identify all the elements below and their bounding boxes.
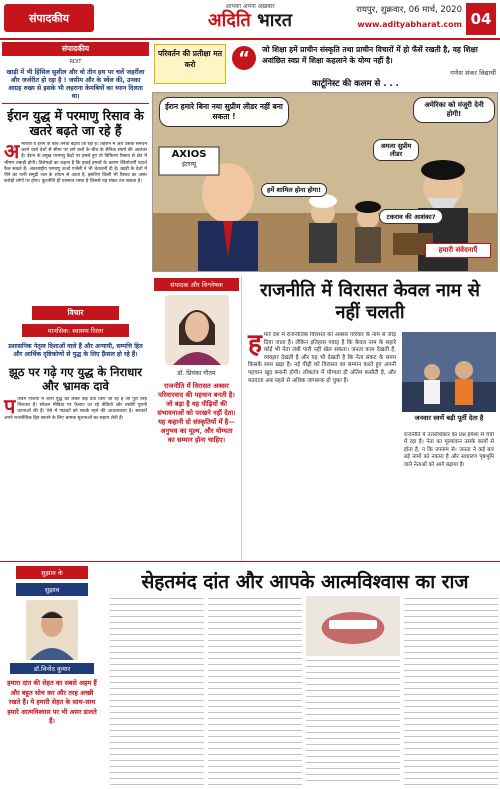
health-body bbox=[2, 397, 149, 517]
editorial-dropcap: अ bbox=[4, 142, 20, 163]
left-column bbox=[2, 42, 149, 557]
column-text-placeholder bbox=[306, 658, 400, 786]
editorial-body-text: मरिका व इरान के बीच तनाव बढ़ता जा रहा है। तेहरान में और उसके समर्थन करने वाले देशों से सीमा पर लगे बलों के बीच के सैनिक संघर्ष की आशंका है। ईरान के प्रमुख परमाणु केंद्रों पर हमले हुए तो विकिरण रिसाव से क्षेत्र में भीषण तबाही होगी। विशेषज्ञों का कहना है कि हवाई हमलों के कारण रेडियोधर्मी पदार्थ फैल सकते हैं। अंतरराष्ट्रीय परमाणु ऊर्जा एजेंसी ने भी चेतावनी दी है। खाड़ी के देशों में पीने का पानी समुद्री जल के शोधन से आता है, इसलिए किसी भी रिसाव का असर करोड़ों लोगों पर होगा। कूटनीति ही एकमात्र रास्ता है जिससे यह संकट टल सकता है। bbox=[4, 142, 147, 185]
politics-author: डॉ. प्रियंका गौतम bbox=[177, 370, 216, 377]
column-text-placeholder bbox=[110, 596, 204, 786]
cartoon-banner: हमारी संवेदनाएँ bbox=[425, 243, 491, 258]
teeth-illustration bbox=[306, 596, 400, 656]
editorial-intro: खाड़ी में भी हिंसिल सुशील और वो तीन हथ पर चलें जहर्रीला और जर्जरीत हो रहा है ! जसीम और के स्वेंल की, उनका आग्रह रुख्य से इसके भी लहराना केमबियों का ध्यान दिलता था। bbox=[2, 67, 149, 104]
masthead bbox=[0, 0, 500, 42]
section-tag: संपादकीय bbox=[4, 4, 94, 32]
brand-tagline: आपका अपना अख़बार bbox=[225, 3, 275, 10]
politics-author-column bbox=[152, 276, 242, 561]
bottom-author-column bbox=[2, 566, 102, 786]
bottom-author-photo bbox=[26, 600, 78, 660]
motto-box: परिवर्तन की प्रतीक्षा मत करो bbox=[154, 44, 226, 84]
health-intro: प्रशासनिक नेतृत्व दिशाओं वाले हैं और अन्यायी, सम्पत्ति हित और आर्थिक दृष्टिकोणों से युद्ध के लिए फ़्रैंसल हो रहे हैं। bbox=[8, 343, 143, 358]
brand-name-a: अदिति bbox=[207, 10, 251, 31]
axios-logo bbox=[161, 149, 217, 168]
politics-side-text: राजनीति में उत्तराधिकार का प्रश्न हमेशा से चर्चा में रहा है। नेता का मूल्यांकन उसके कार्यों से होता है, न कि उपनाम से। जनता ने कई बार बड़े नामों को नकारा है और साधारण पृष्ठभूमि वाले नेताओं को आगे बढ़ाया है। bbox=[404, 432, 494, 468]
masthead-rule bbox=[0, 38, 500, 40]
author-photo bbox=[165, 295, 229, 365]
cartoon-title: कार्टूनिस्ट की कलम से . . . bbox=[312, 79, 399, 89]
cartoon-header bbox=[152, 42, 500, 92]
bottom-column-3 bbox=[306, 596, 400, 786]
editorial-label: संपादकीय bbox=[2, 42, 149, 56]
quote-author: गणेश शंकर विद्यार्थी bbox=[450, 69, 496, 77]
politics-side-body bbox=[402, 432, 496, 557]
author-portrait-icon bbox=[165, 295, 229, 365]
politics-dropcap: ह bbox=[248, 332, 262, 359]
website-link[interactable]: www.adityabharat.com bbox=[357, 20, 462, 29]
speech-bubble-1: ईरान हमारे बिना नया सुप्रीम लीडर नहीं बना सकता ! bbox=[159, 97, 289, 127]
editorial-byline: RDIT bbox=[69, 59, 82, 65]
health-dropcap: प bbox=[4, 397, 16, 418]
bottom-teeth-image bbox=[306, 596, 400, 656]
brand-logo bbox=[185, 2, 315, 38]
axios-logo-sub: इंटरव्यू bbox=[182, 161, 196, 168]
dateline: रायपुर, शुक्रवार, 06 मार्च, 2020 bbox=[356, 5, 462, 15]
axios-logo-text: AXIOS bbox=[171, 149, 207, 160]
bottom-rule bbox=[0, 561, 500, 562]
bottom-column-1 bbox=[110, 596, 204, 786]
bottom-author-portrait-icon bbox=[26, 600, 78, 660]
column-text-placeholder bbox=[404, 596, 498, 786]
editorial-headline: ईरान युद्ध में परमाणु रिसाव के खतरे बढ़ते जा रहे हैं bbox=[7, 108, 144, 138]
brand-name bbox=[185, 10, 315, 32]
editorial-body bbox=[2, 142, 149, 302]
bottom-author: डॉ.विनोद कुमार bbox=[10, 663, 94, 674]
speech-bubble-2: अमेरिका को मंजूरी देनी होगी! bbox=[413, 97, 495, 123]
bottom-pull-quote: हमारा दांत की सेहत का सबसे अहम हैं और बहुत सोच कर और तरह अच्छी रखते हैं। ये हमारी सेहत के साथ-साथ हमारे आत्मविश्वास पर भी असर डालते हैं। bbox=[7, 679, 97, 725]
column-text-placeholder bbox=[208, 596, 302, 786]
politics-headline: राजनीति में विरासत केवल नाम से नहीं चलती bbox=[260, 280, 480, 323]
health-sublabel: मानसिक: स्वास्थ्य रिश्ता bbox=[22, 324, 129, 337]
brand-name-b: भारत bbox=[257, 10, 293, 31]
health-label: विचार bbox=[32, 306, 119, 320]
bottom-headline: सेहतमंद दांत और आपके आत्मविश्वास का राज bbox=[141, 571, 469, 593]
politics-label: संपादक और विश्लेषक bbox=[154, 278, 239, 291]
page-number: 04 bbox=[466, 3, 496, 35]
quote-mark-icon: “ bbox=[232, 46, 256, 70]
editorial-cartoon bbox=[152, 92, 498, 272]
health-headline: झूठ पर गढ़े गए युद्ध के निराधार और भ्रामक दावे bbox=[9, 365, 142, 393]
speech-bubble-4: हमें शामिल होना होगा! bbox=[261, 183, 327, 197]
health-body-text: श्चिम एशिया में जारी युद्ध को लेकर कई दावे किए जा रहे हैं जो पूरी तरह निराधार हैं। सोशल मीडिया पर फैलाए जा रहे वीडियो और तस्वीरें पुरानी घटनाओं की हैं। ऐसे में पाठकों को सतर्क रहने की आवश्यकता है। सरकारें अपने राजनीतिक हित साधने के लिए भ्रामक सूचनाओं का सहारा लेती हैं। bbox=[4, 397, 147, 421]
politics-body bbox=[246, 332, 398, 557]
bottom-label: सुझाव के bbox=[16, 566, 88, 579]
politics-side-caption: जनवार स्वर्णे बड़ी पूर्ती देता है bbox=[414, 414, 484, 422]
speech-bubble-5: टकराव की आशंका? bbox=[379, 209, 443, 224]
politics-body-content: मारे देश में राजनीतिक विरासत को अक्सर परिवार के नाम से जोड़ दिया जाता है। लेकिन इतिहास गवाह है कि केवल नाम के सहारे कोई भी नेता लंबी पारी नहीं खेल सकता। जनता काम देखती है, व्यवहार देखती है और यह भी देखती है कि नेता संकट के समय किसके साथ खड़ा है। नई पीढ़ी को विरासत का सम्मान करते हुए अपनी पहचान खुद बनानी होगी। लोकतंत्र में योग्यता ही अंतिम कसौटी है, और मतदाता अब पहले से अधिक जागरूक हो चुका है। bbox=[248, 332, 396, 384]
politics-body-text bbox=[246, 332, 398, 557]
bottom-column-2 bbox=[208, 596, 302, 786]
politics-photo bbox=[402, 332, 496, 412]
bottom-column-4 bbox=[404, 596, 498, 786]
bottom-columns bbox=[110, 596, 498, 786]
politics-pull-quote: राजनीति में विरासत अक्सर परिवारवाद की पहचान बनती है। जो बड़ा है वह पीढ़ियों की संभावनाओं को परखने नहीं देता। यह कहानी दो संस्कृतियों में है— अनुभव का मूल्य, और योग्यता का सम्मान होना चाहिए। bbox=[157, 382, 236, 444]
speech-bubble-3: अमला सुप्रीम लीडर bbox=[373, 139, 419, 161]
politics-photo-illustration bbox=[402, 332, 496, 412]
bottom-sublabel: सुझाव bbox=[16, 583, 88, 596]
quote-text: जो शिक्षा हमें प्राचीन संस्कृति तथा प्राचीन विचारों में हो फँसें रखती है, वह शिक्षा अवांछित स्वप्न में शिक्षा कहलाने के योग्य नहीं है। bbox=[262, 45, 478, 65]
